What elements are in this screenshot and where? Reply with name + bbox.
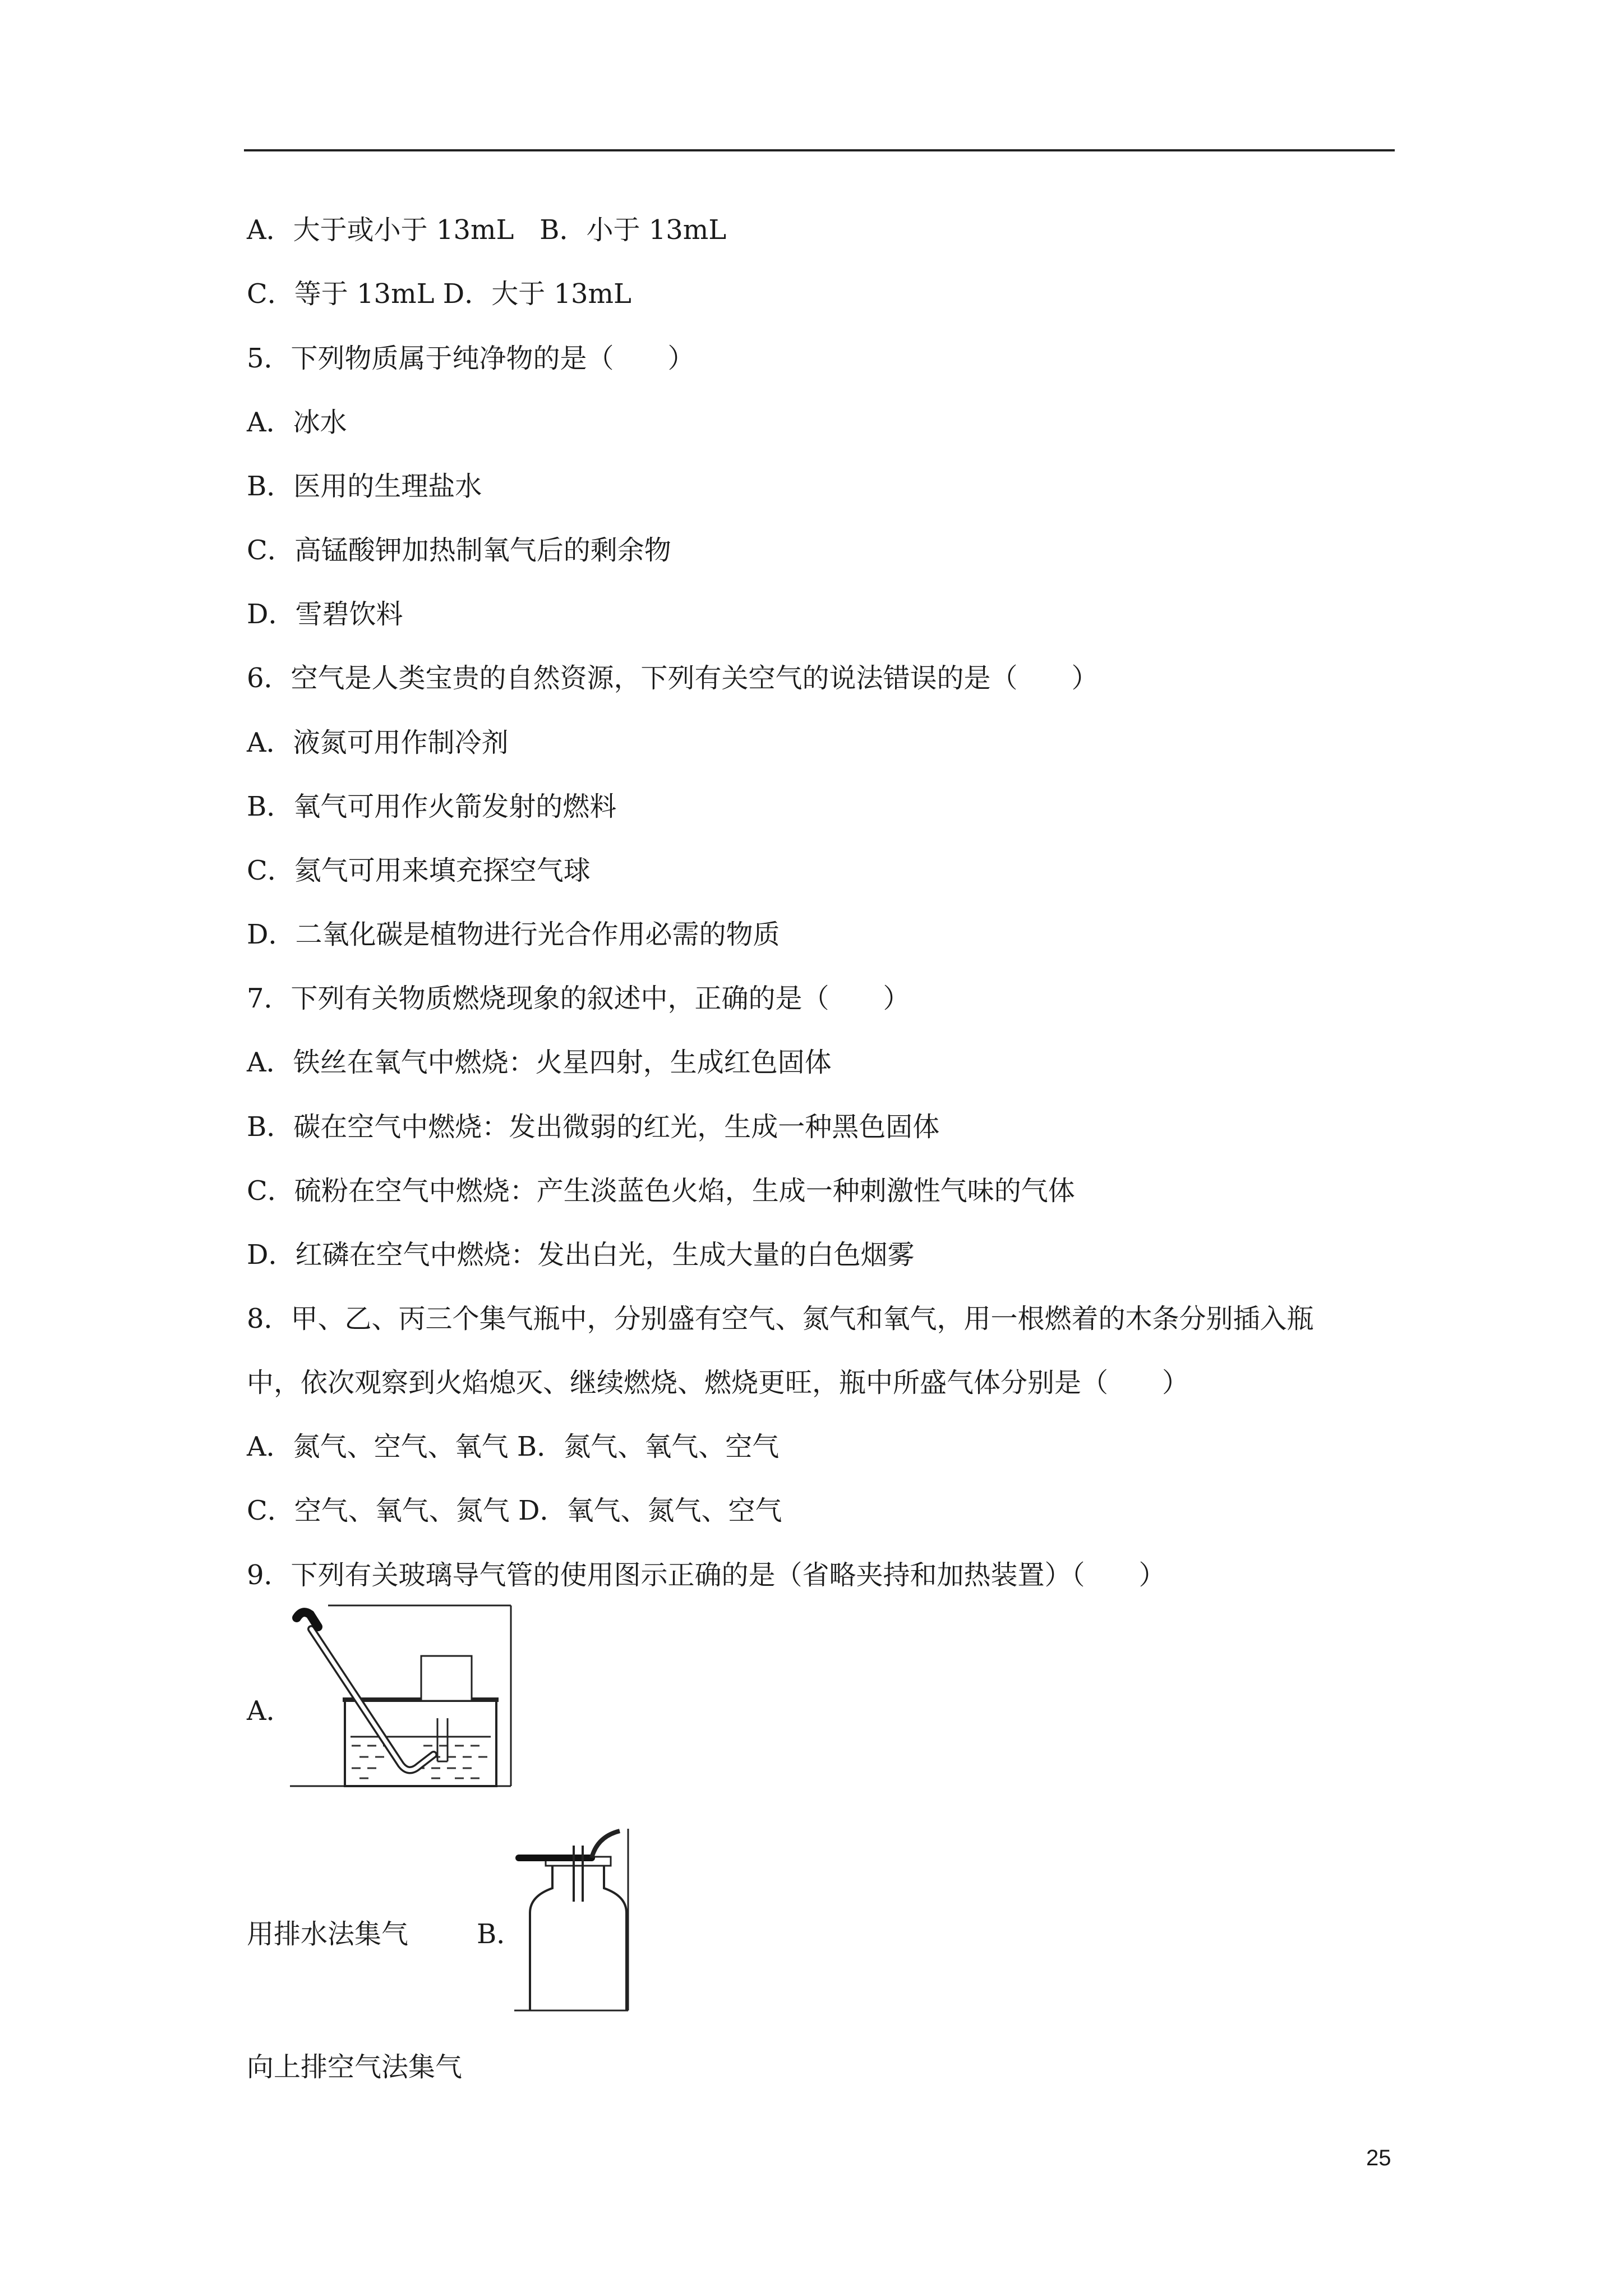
q8-options-ab: A．氮气、空气、氧气 B．氮气、氧气、空气 (247, 1431, 780, 1462)
q5-option-c: C．高锰酸钾加热制氧气后的剩余物 (247, 535, 671, 566)
q9-option-a-caption: 用排水法集气 (247, 1918, 409, 1950)
q6-option-c: C．氦气可用来填充探空气球 (247, 855, 591, 886)
q7-option-b: B．碳在空气中燃烧：发出微弱的红光，生成一种黑色固体 (247, 1111, 940, 1143)
q9-option-a-label: A． (247, 1695, 293, 1727)
water-displacement-apparatus-figure (289, 1603, 513, 1788)
q5-stem: 5．下列物质属于纯净物的是（ ） (247, 343, 695, 374)
q7-option-d: D．红磷在空气中燃烧：发出白光，生成大量的白色烟雾 (247, 1239, 915, 1271)
q7-option-c: C．硫粉在空气中燃烧：产生淡蓝色火焰，生成一种刺激性气味的气体 (247, 1175, 1075, 1207)
q9-option-b-caption: 向上排空气法集气 (247, 2051, 463, 2083)
q7-option-a: A．铁丝在氧气中燃烧：火星四射，生成红色固体 (247, 1047, 832, 1078)
q7-stem: 7．下列有关物质燃烧现象的叙述中，正确的是（ ） (247, 983, 910, 1014)
q6-option-b: B．氧气可用作火箭发射的燃料 (247, 791, 617, 822)
q8-stem-line1: 8．甲、乙、丙三个集气瓶中，分别盛有空气、氮气和氧气，用一根燃着的木条分别插入瓶 (247, 1303, 1314, 1335)
q5-option-d: D．雪碧饮料 (247, 599, 403, 630)
q5-option-a: A．冰水 (247, 407, 347, 438)
q6-option-d: D．二氧化碳是植物进行光合作用必需的物质 (247, 919, 780, 950)
q8-options-cd: C．空气、氧气、氮气 D．氧气、氮气、空气 (247, 1495, 782, 1526)
q8-stem-line2: 中，依次观察到火焰熄灭、继续燃烧、燃烧更旺，瓶中所盛气体分别是（ ） (247, 1367, 1189, 1398)
q4-options-cd: C．等于 13mL D．大于 13mL (247, 278, 631, 310)
page-number: 25 (1366, 2146, 1391, 2170)
q4-options-ab: A．大于或小于 13mL B．小于 13mL (247, 214, 727, 246)
q9-stem: 9．下列有关玻璃导气管的使用图示正确的是（省略夹持和加热装置）（ ） (247, 1559, 1166, 1591)
q6-stem: 6．空气是人类宝贵的自然资源，下列有关空气的说法错误的是（ ） (247, 662, 1099, 694)
q6-option-a: A．液氮可用作制冷剂 (247, 727, 509, 758)
header-rule (244, 149, 1395, 151)
q5-option-b: B．医用的生理盐水 (247, 471, 482, 502)
upward-air-displacement-bottle-figure (513, 1823, 637, 2017)
q9-option-b-label: B． (477, 1918, 524, 1950)
